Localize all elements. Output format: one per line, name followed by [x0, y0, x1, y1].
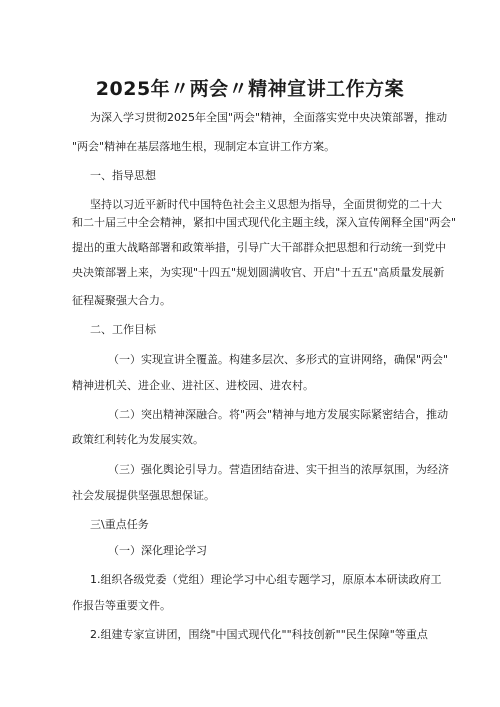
- section-heading: 二、工作目标: [90, 323, 156, 336]
- paragraph-line: 征程凝聚强大合力。: [72, 294, 171, 307]
- paragraph-line: （三）强化舆论引导力。营造团结奋进、实干担当的浓厚氛围，为经济: [108, 463, 449, 476]
- paragraph-line: 坚持以习近平新时代中国特色社会主义思想为指导，全面贯彻党的二十大: [90, 198, 442, 211]
- paragraph-line: 提出的重大战略部署和政策举措，引导广大干部群众把思想和行动统一到党中: [72, 241, 446, 254]
- paragraph-line: （一）实现宣讲全覆盖。构建多层次、多形式的宣讲网络，确保"两会": [108, 353, 449, 366]
- section-heading: 一、指导思想: [90, 169, 156, 182]
- paragraph-line: 央决策部署上来，为实现"十四五"规划圆满收官、开启"十五五"高质量发展新: [72, 266, 445, 279]
- paragraph-line: 社会发展提供坚强思想保证。: [72, 489, 215, 502]
- paragraph-line: 和二十届三中全会精神，紧扣中国式现代化主题主线，深入宣传阐释全国"两会": [72, 216, 457, 229]
- paragraph-line: 政策红利转化为发展实效。: [72, 433, 204, 446]
- paragraph-line: 精神进机关、进企业、进社区、进校园、进农村。: [72, 379, 314, 392]
- intro-line: 为深入学习贯彻2025年全国"两会"精神，全面落实党中央决策部署，推动: [90, 111, 448, 124]
- paragraph-line: 2.组建专家宣讲团，围绕"中国式现代化""科技创新""民生保障"等重点: [90, 628, 428, 641]
- section-heading: 三\重点任务: [90, 518, 149, 531]
- paragraph-line: 1.组织各级党委（党组）理论学习中心组专题学习，原原本本研读政府工: [90, 573, 442, 586]
- subsection-heading: （一）深化理论学习: [108, 544, 207, 557]
- paragraph-line: （二）突出精神深融合。将"两会"精神与地方发展实际紧密结合，推动: [108, 408, 449, 421]
- intro-line: "两会"精神在基层落地生根，现制定本宣讲工作方案。: [72, 140, 336, 153]
- paragraph-line: 作报告等重要文件。: [72, 599, 171, 612]
- document-title: 2025年〃两会〃精神宣讲工作方案: [95, 78, 405, 100]
